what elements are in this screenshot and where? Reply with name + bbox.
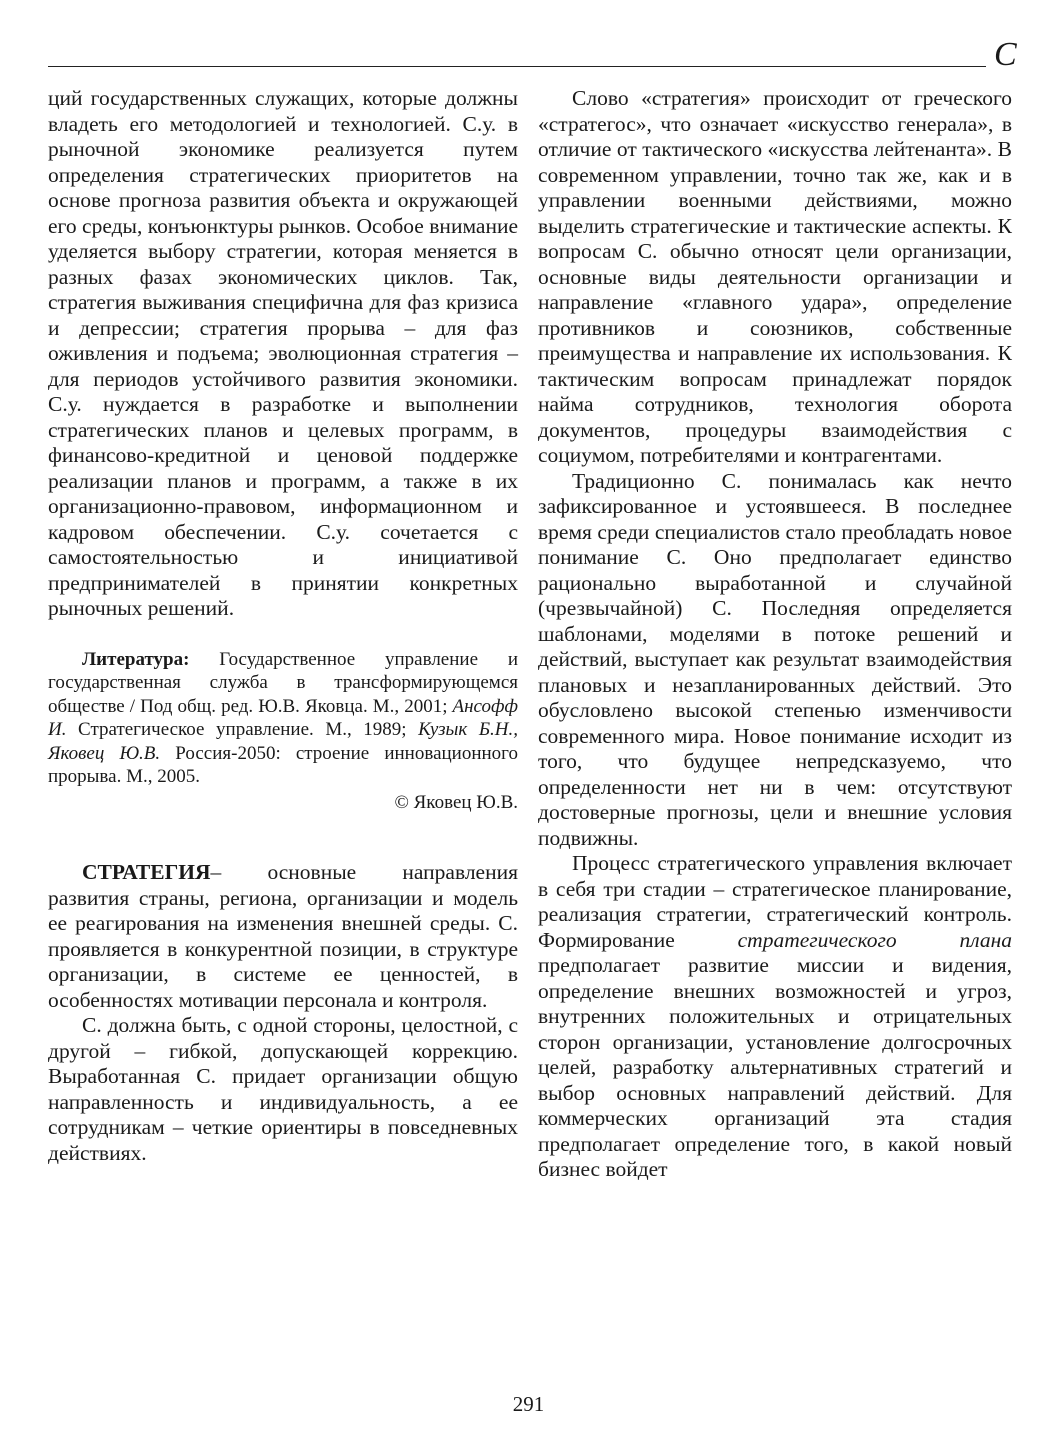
right-paragraph-2: Традиционно С. понималась как нечто зафиксированное и устоявшееся. В последнее время среди специалистов стало преобладать новое понимание С. Оно предполагает единство рационально выработанной и случайной (чрезвычайной) С. Последняя определяется шаблонами, моделями в потоке решений и действий, выступает как результат взаимодействия плановых и незапланированных действий. Это обусловлено высокой степенью изменчивости современного мира. Новое понимание исходит из того, что будущее непредсказуемо, что определенности нет ни в чем: отсутствуют достоверные прогнозы, цели и внешние условия подвижны. [538, 468, 1012, 850]
running-head-letter: С [994, 36, 1017, 73]
left-column [48, 86, 518, 1166]
literature-text-2: Стратегическое управление. М., 1989; [78, 719, 407, 740]
right-column [538, 86, 1012, 1183]
left-paragraph-continued: ций государственных служащих, которые должны владеть его методологией и технологией. С.у. в рыночной экономике реализуется путем определения стратегических приоритетов на основе прогноза развития объекта и окружающей его среды, конъюнктуры рынков. Особое внимание уделяется выбору стратегии, которая меняется в разных фазах экономических циклов. Так, стратегия выживания специфична для фаз кризиса и депрессии; стратегия прорыва – для фаз оживления и подъема; эволюционная стратегия – для периодов устойчивого развития экономики. С.у. нуждается в разработке и выполнении стратегических планов и целевых программ, в финансово-кредитной и ценовой поддержке реализации планов и программ, а также в их организационно-правовом, информационном и кадровом обеспечении. С.у. сочетается с самостоятельностью и инициативой предпринимателей в принятии конкретных рыночных решений. [48, 86, 518, 620]
entry-definition: – основные направления развития страны, региона, организации и модель ее реагирования на изменения внешней среды. С. проявляется в конкурентной позиции, в структуре организации, в системе ее ценностей, в особенностях мотивации персонала и контроля. [48, 860, 518, 1012]
right-paragraph-3-start: Процесс стратегического управления включает в себя три стадии – стратегическое планирование, реализация стратегии, стратегический контроль. Формирование [538, 851, 1012, 952]
entry-strategy [48, 860, 518, 1013]
literature-author-1: Ансофф И. [48, 695, 518, 740]
right-paragraph-3-end: предполагает развитие миссии и видения, определение внешних возможностей и угроз, внутренних положительных и отрицательных сторон организации, установление долгосрочных целей, разработку альтернативных стратегий и выбор основных направлений действий. Для коммерческих организаций эта стадия предполагает определение того, в какой новый бизнес войдет [538, 953, 1012, 1181]
literature-text-1: Государственное управление и государственная служба в трансформирующемся обществе / Под общ. ред. Ю.В. Яковца. М., 2001; [48, 648, 518, 717]
page-number: 291 [512, 1392, 545, 1416]
literature-author-2: Кузык Б.Н., Яковец Ю.В. [48, 719, 519, 764]
left-paragraph-2: С. должна быть, с одной стороны, целостной, с другой – гибкой, допускающей коррекцию. Выработанная С. придает организации общую направленность и индивидуальность, а ее сотрудникам – четкие ориентиры в повседневных действиях. [48, 1013, 518, 1165]
article-signature: © Яковец Ю.В. [394, 791, 518, 813]
header-rule [48, 66, 986, 67]
strategic-plan-term: стратегического плана [737, 927, 1013, 952]
literature-text-3: Россия-2050: строение инновационного прорыва. М., 2005. [48, 742, 518, 787]
right-paragraph-3 [538, 851, 1012, 1183]
entry-term: СТРАТЕГИЯ [82, 860, 211, 884]
literature-label: Литература: [82, 648, 190, 670]
right-paragraph-1: Слово «стратегия» происходит от греческого «стратегос», что означает «искусство генерала», в отличие от тактического «искусства лейтенанта». В современном управлении, точно так же, как и в управлении военными действиями, можно выделить стратегические и тактические аспекты. К вопросам С. обычно относят цели организации, основные виды деятельности организации и направление «главного удара», определение противников и союзников, собственные преимущества и направление их использования. К тактическим вопросам принадлежат порядок найма сотрудников, технология оборота документов, процедуры взаимодействия с социумом, потребителями и контрагентами. [538, 86, 1012, 467]
literature-block [48, 648, 518, 789]
